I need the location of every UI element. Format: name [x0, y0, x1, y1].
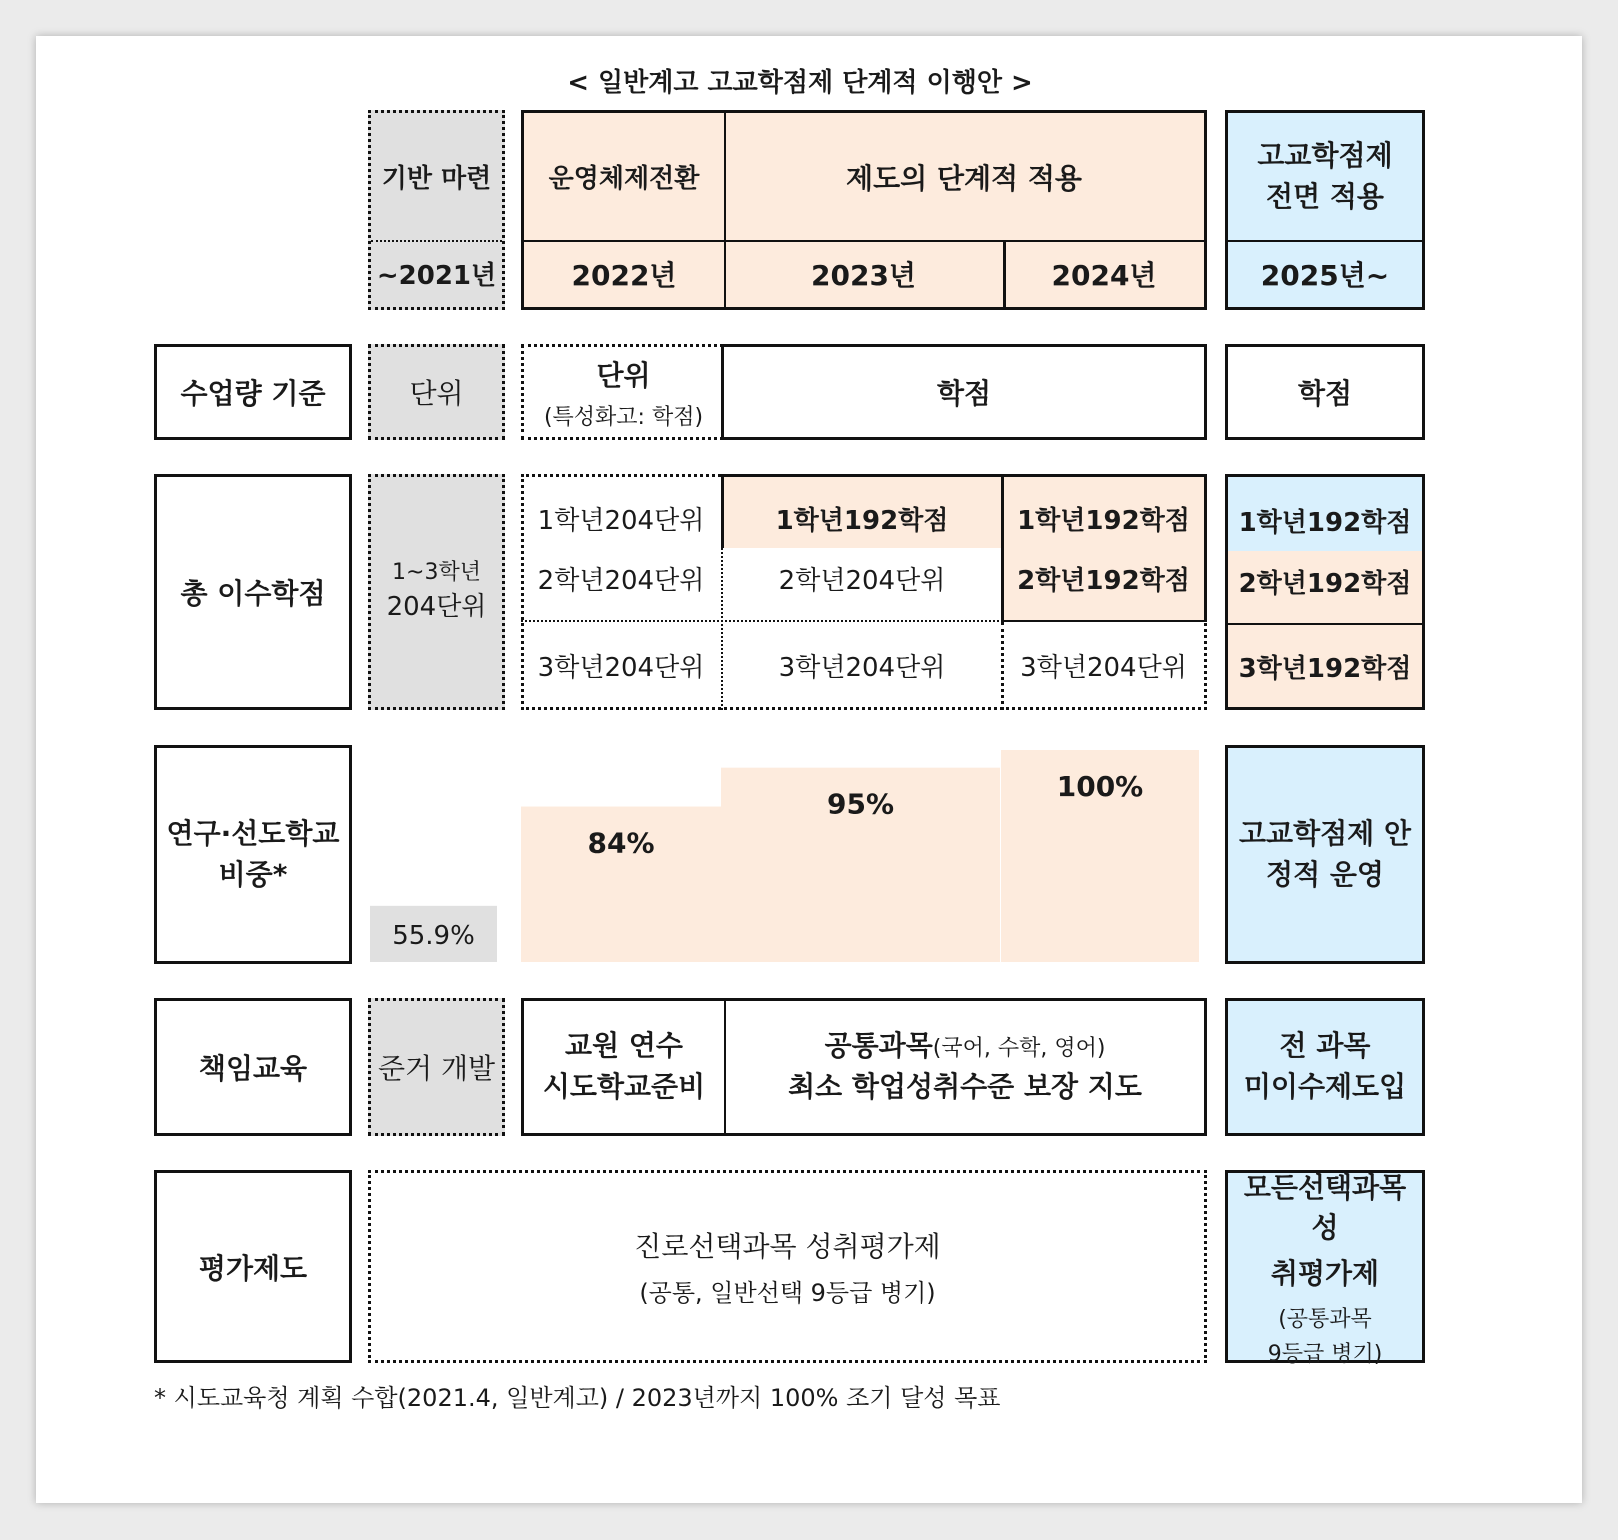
class-hours-2022: 단위 (특성화고: 학점) [521, 344, 723, 440]
header-foundation [368, 110, 505, 310]
total-credits-2021: 1~3학년 204단위 [368, 474, 505, 710]
credits-2025-g2: 2학년192학점 [1238, 568, 1412, 599]
credits-2022-g2: 2학년204단위 [537, 565, 705, 596]
phase-foundation-label: 기반 마련 [381, 164, 492, 194]
evaluation-2025: 모든선택과목 성 취평가제 (공통과목 9등급 병기) [1225, 1170, 1425, 1363]
year-2024-label: 2024년 [1051, 258, 1157, 292]
row-label-total-credits: 총 이수학점 [154, 474, 352, 710]
credits-2025-g3: 3학년192학점 [1238, 653, 1412, 684]
school-ratio-2025: 고교학점제 안 정적 운영 [1225, 745, 1425, 964]
ratio-label-2023: 95% [826, 787, 895, 821]
class-hours-2021: 단위 [368, 344, 505, 440]
year-2023-label: 2023년 [811, 258, 916, 292]
phase-transition-label: 운영체제전환 [548, 164, 700, 194]
year-2025-label: 2025년~ [1260, 258, 1390, 292]
credits-2025-g1: 1학년192학점 [1238, 507, 1412, 538]
class-hours-2025: 학점 [1225, 344, 1425, 440]
credits-2024-g3: 3학년204단위 [1020, 652, 1187, 683]
responsibility-2022: 교원 연수 시도학교준비 [542, 1029, 706, 1103]
phase-gradual-label: 제도의 단계적 적용 [846, 161, 1082, 195]
year-2021-label: ~2021년 [376, 261, 497, 291]
ratio-label-2022: 84% [587, 826, 655, 860]
credits-2023-g1: 1학년192학점 [775, 505, 949, 536]
row-label-class-hours: 수업량 기준 [154, 344, 352, 440]
ratio-label-2024: 100% [1056, 770, 1144, 803]
evaluation-2021-2024: 진로선택과목 성취평가제 (공통, 일반선택 9등급 병기) [368, 1170, 1207, 1363]
class-hours-2023-2024: 학점 [721, 344, 1207, 440]
credits-2024-g2: 2학년192학점 [1017, 565, 1190, 596]
credits-2022-g3: 3학년204단위 [537, 652, 705, 683]
school-ratio-chart [360, 740, 1220, 970]
row-label-evaluation: 평가제도 [154, 1170, 352, 1363]
row-label-school-ratio: 연구·선도학교 비중* [154, 745, 352, 964]
row-label-responsibility: 책임교육 [154, 998, 352, 1136]
credits-2023-g2: 2학년204단위 [778, 565, 946, 596]
footnote: * 시도교육청 계획 수합(2021.4, 일반계고) / 2023년까지 100% 조기 달성 목표 [154, 1384, 1001, 1412]
responsibility-2023-2024: 공통과목(국어, 수학, 영어) 최소 학업성취수준 보장 지도 [788, 1029, 1142, 1103]
credits-2024-g1: 1학년192학점 [1017, 505, 1190, 536]
phase-full-label: 고교학점제 전면 적용 [1257, 138, 1393, 213]
total-credits-2025 [1225, 474, 1425, 710]
class-hours-2022-2024 [521, 344, 1207, 440]
ratio-label-2021: 55.9% [392, 920, 475, 951]
header-full [1225, 110, 1425, 310]
figure-title: < 일반계고 고교학점제 단계적 이행안 > [567, 67, 1033, 98]
year-2022-label: 2022년 [571, 258, 677, 292]
header-transition-gradual [521, 110, 1207, 310]
responsibility-2025: 전 과목 미이수제도입 [1225, 998, 1425, 1136]
responsibility-2022-2024 [521, 998, 1207, 1136]
responsibility-2021: 준거 개발 [368, 998, 505, 1136]
credits-2023-g3: 3학년204단위 [778, 652, 946, 683]
credits-2022-g1: 1학년204단위 [537, 505, 705, 536]
total-credits-grid [521, 474, 1207, 710]
